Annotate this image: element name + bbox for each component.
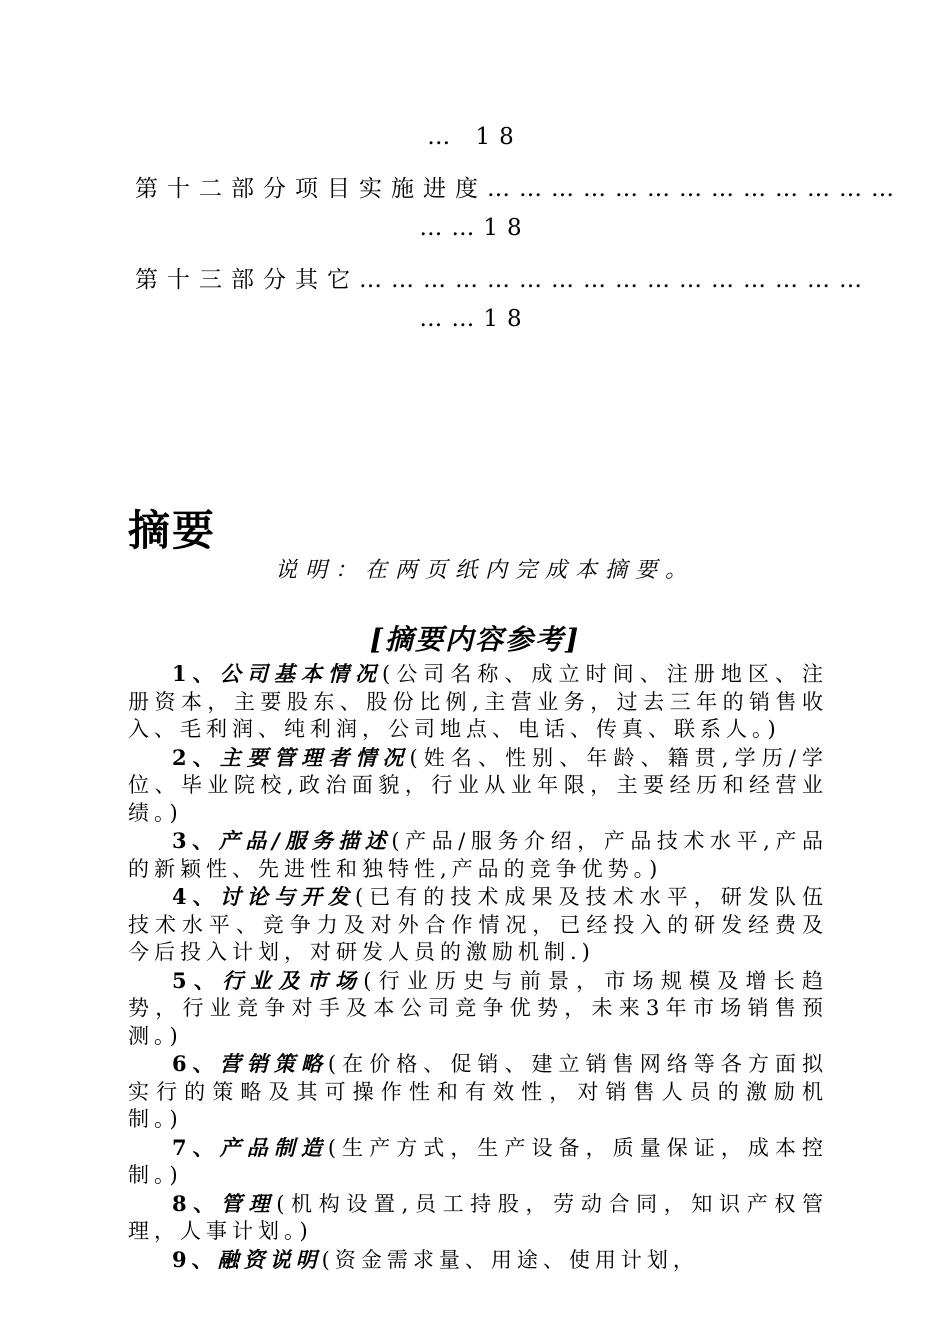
summary-item xyxy=(128,883,828,967)
item-number: 6、 xyxy=(172,1051,220,1076)
item-description: (生产方式，生产设备，质量保证，成本控制。) xyxy=(128,1135,828,1187)
summary-subtitle: [摘要内容参考] xyxy=(369,623,581,656)
item-title: 公司基本情况 xyxy=(219,661,383,686)
item-number: 9、 xyxy=(172,1246,218,1272)
summary-item xyxy=(128,967,828,1051)
item-title: 融资说明 xyxy=(217,1246,322,1272)
item-title: 产品制造 xyxy=(219,1134,328,1160)
item-description: (已有的技术成果及技术水平，研发队伍技术水平、竞争力及对外合作情况，已经投入的研发经费及今后投入计划，对研发人员的激励机制.) xyxy=(128,885,828,964)
item-description: (产品/服务介绍，产品技术水平,产品的新颖性、先进性和独特性,产品的竞争优势。) xyxy=(128,829,828,881)
toc-page-ref: … 18 xyxy=(427,124,523,150)
item-title: 主要管理者情况 xyxy=(219,744,410,770)
section-heading: 摘要 xyxy=(128,506,217,555)
item-title: 讨论与开发 xyxy=(219,884,355,909)
item-title: 营销策略 xyxy=(219,1051,328,1076)
summary-item xyxy=(128,1050,828,1134)
instruction-note: 说明：在两页纸内完成本摘要。 xyxy=(274,558,695,583)
toc-page-ref: ……18 xyxy=(419,306,531,332)
item-description: (机构设置,员工持股，劳动合同，知识产权管理，人事计划。) xyxy=(128,1191,828,1243)
summary-item xyxy=(128,1134,828,1190)
item-description: (资金需求量、用途、使用计划， xyxy=(321,1247,699,1272)
item-number: 4、 xyxy=(172,884,220,909)
item-description: (公司名称、成立时间、注册地区、注册资本，主要股东、股份比例,主营业务，过去三年的销售收入、毛利润、纯利润，公司地点、电话、传真、联系人。) xyxy=(128,662,828,741)
summary-item xyxy=(128,1246,828,1275)
item-title: 产品/服务描述 xyxy=(218,828,392,853)
item-description: (在价格、促销、建立销售网络等各方面拟实行的策略及其可操作性和有效性，对销售人员的激励机制。) xyxy=(128,1052,828,1131)
toc-entry-part12[interactable]: 第十二部分项目实施进度………………………………… xyxy=(135,176,903,202)
summary-items xyxy=(128,660,828,1274)
item-number: 3、 xyxy=(172,828,219,853)
summary-item xyxy=(128,744,828,828)
toc-page-ref: ……18 xyxy=(419,215,531,241)
toc-entry-part13[interactable]: 第十三部分其它………………………………………… xyxy=(135,267,871,293)
item-description: (行业历史与前景，市场规模及增长趋势，行业竞争对手及本公司竞争优势，未来3年市场销售预测。) xyxy=(128,968,828,1048)
item-title: 行业及市场 xyxy=(222,967,364,993)
item-description: (姓名、性别、年龄、籍贯,学历/学位、毕业院校,政治面貌，行业从业年限，主要经历和经营业绩。) xyxy=(128,745,828,825)
item-number: 5、 xyxy=(172,967,223,993)
summary-item xyxy=(128,660,828,744)
summary-item xyxy=(128,827,828,883)
item-number: 8、 xyxy=(172,1190,221,1216)
item-title: 管理 xyxy=(220,1190,277,1216)
summary-item xyxy=(128,1190,828,1246)
item-number: 1、 xyxy=(172,661,220,686)
item-number: 2、 xyxy=(172,744,220,770)
item-number: 7、 xyxy=(172,1134,220,1160)
